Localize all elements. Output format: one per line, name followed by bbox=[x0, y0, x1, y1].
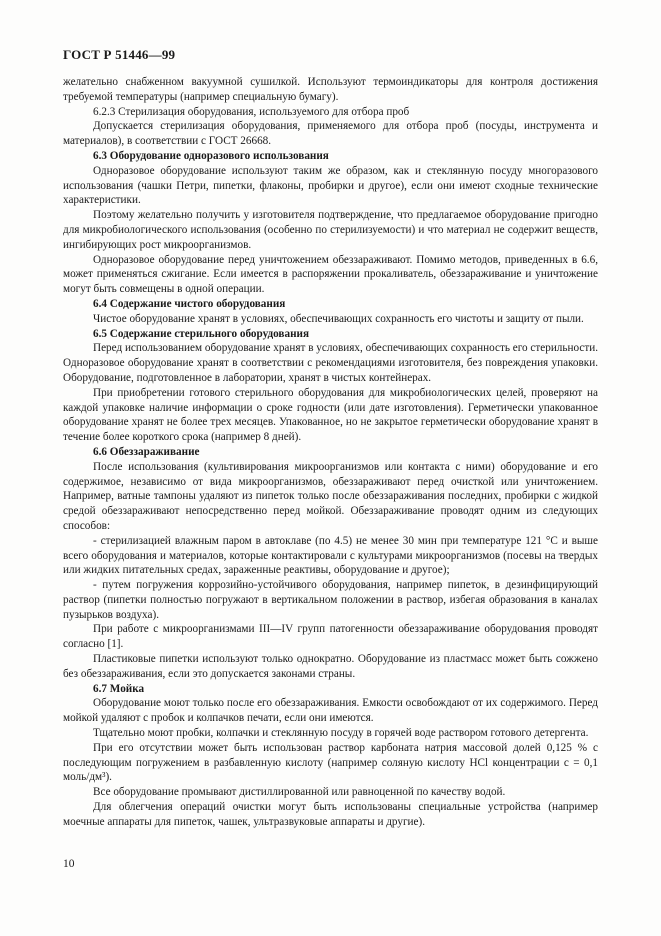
paragraph: Допускается стерилизация оборудования, применяемого для отбора проб (посуды, инструмента и материалов), в соответствии с ГОСТ 26668. bbox=[63, 120, 598, 148]
paragraph: Тщательно моют пробки, колпачки и стеклянную посуду в горячей воде раствором готового детергента. bbox=[93, 727, 589, 740]
paragraph: Поэтому желательно получить у изготовителя подтверждение, что предлагаемое оборудование пригодно для микробиологического использования (особенно по стерилизуемости) и что материал не содержит веществ, ингибирующих рост микроорганизмов. bbox=[63, 209, 598, 251]
paragraph: Оборудование моют только после его обеззараживания. Емкости освобождают от их содержимого. Перед мойкой удаляют с пробок и колпачков печати, если они имеются. bbox=[63, 697, 598, 725]
paragraph: 6.2.3 Стерилизация оборудования, используемого для отбора проб bbox=[93, 105, 410, 118]
section-heading: 6.4 Содержание чистого оборудования bbox=[93, 297, 286, 310]
paragraph: Пластиковые пипетки используют только однократно. Оборудование из пластмасс может быть сожжено без обеззараживания, если это допускается законами страны. bbox=[63, 653, 598, 680]
paragraph: - путем погружения коррозийно-устойчивого оборудования, например пипеток, в дезинфицирующий раствор (пипетки полностью погружают в вертикальном положении в раствор, избегая образования в каналах пузырьков воздуха). bbox=[63, 579, 598, 621]
paragraph: Чистое оборудование хранят в условиях, обеспечивающих сохранность его чистоты и защиту от пыли. bbox=[93, 312, 584, 325]
paragraph: - стерилизацией влажным паром в автоклаве (по 4.5) не менее 30 мин при температуре 121 °С и выше всего оборудования и материалов, которые контактировали с культурами микроорганизмов (посевы на твердых или жидких питательных средах, зараженные реактивы, оборудование и другое); bbox=[63, 534, 598, 577]
paragraph: Перед использованием оборудование хранят в условиях, обеспечивающих сохранность его стерильности. Одноразовое оборудование хранят в соответствии с рекомендациями изготовителя, без повреждения упаковки. Оборудование, подготовленное в лаборатории, хранят в чистых контейнерах. bbox=[63, 342, 598, 384]
paragraph: Для облегчения операций очистки могут быть использованы специальные устройства (например моечные аппараты для пипеток, чашек, ультразвуковые аппараты и другие). bbox=[63, 801, 598, 828]
paragraph: желательно снабженном вакуумной сушилкой. Используют термоиндикаторы для контроля достижения требуемой температуры (например специальную бумагу). bbox=[63, 76, 598, 103]
section-heading: 6.7 Мойка bbox=[93, 682, 145, 695]
paragraph: Одноразовое оборудование используют таким же образом, как и стеклянную посуду многоразового использования (чашки Петри, пипетки, флаконы, пробирки и другое), если они имеют сходные технические характеристики. bbox=[63, 164, 598, 207]
paragraph: Все оборудование промывают дистиллированной или равноценной по качеству водой. bbox=[93, 786, 506, 799]
section-heading: 6.5 Содержание стерильного оборудования bbox=[93, 327, 310, 340]
page-number: 10 bbox=[63, 858, 75, 870]
document-body bbox=[63, 75, 598, 830]
paragraph: При работе с микроорганизмами III—IV групп патогенности обеззараживание оборудования проводят согласно [1]. bbox=[63, 623, 598, 651]
standard-header: ГОСТ Р 51446—99 bbox=[63, 47, 176, 62]
paragraph: После использования (культивирования микроорганизмов или контакта с ними) оборудование и его содержимое, независимо от вида микроорганизмов, обеззараживают перед очисткой или уничтожением. Например, ватные тампоны удаляют из пипеток только после обеззараживания последних, пробирки с жидкой средой обеззараживают непосредственно перед мойкой. Обеззараживание проводят одним из следующих способов: bbox=[63, 460, 598, 532]
section-heading: 6.6 Обеззараживание bbox=[93, 445, 200, 458]
paragraph: При его отсутствии может быть использован раствор карбоната натрия массовой долей 0,125 % с последующим погружением в разбавленную кислоту (например соляную кислоту HCl концентрации c = 0,1 моль/дм³). bbox=[63, 741, 598, 784]
paragraph: Одноразовое оборудование перед уничтожением обеззараживают. Помимо методов, приведенных в 6.6, может применяться сжигание. Если имеется в распоряжении прокаливатель, обеззараживание и уничтожение могут быть совмещены в одной операции. bbox=[63, 253, 598, 296]
section-heading: 6.3 Оборудование одноразового использования bbox=[93, 149, 329, 162]
paragraph: При приобретении готового стерильного оборудования для микробиологических целей, проверяют на каждой упаковке наличие информации о сроке годности (или дате изготовления). Герметически упакованное оборудование хранят не более трех месяцев. Упакованное, но не закрытое герметически оборудование хранят в течение более короткого срока (например 8 дней). bbox=[63, 386, 598, 444]
